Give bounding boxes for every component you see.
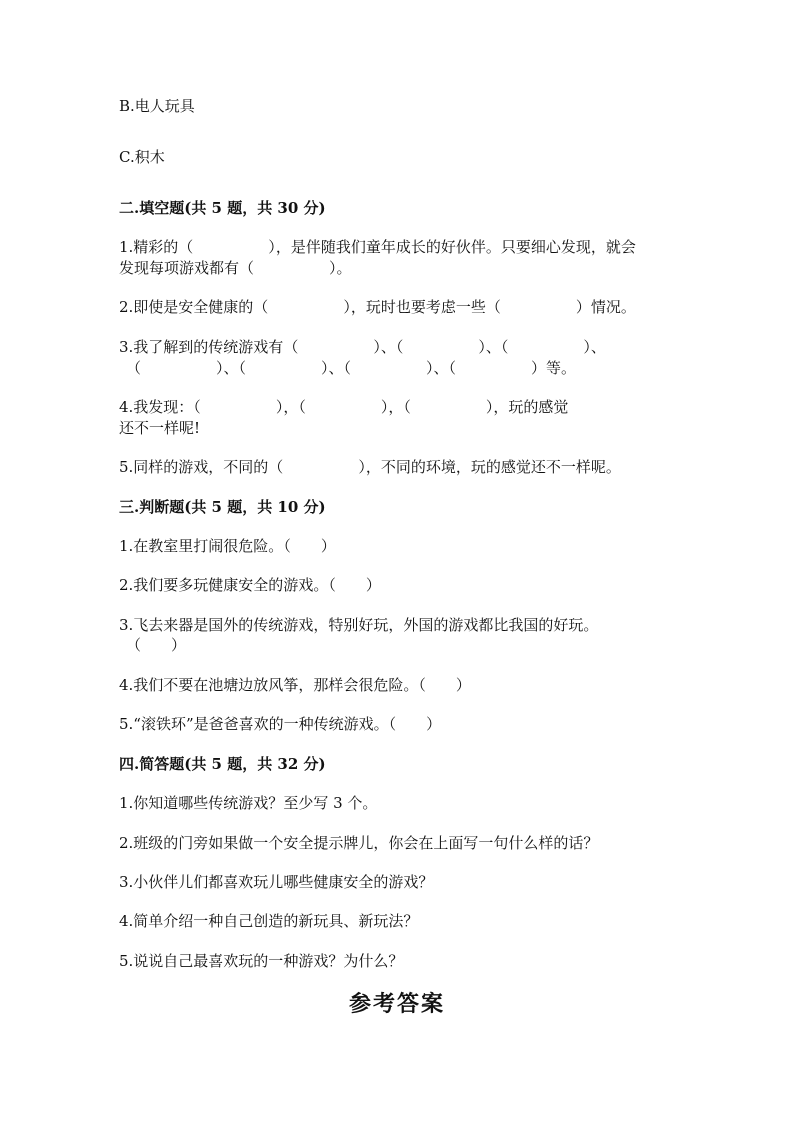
short-q1: 1.你知道哪些传统游戏？至少写 3 个。 — [119, 794, 378, 812]
judge-q5: 5.“滚铁环”是爸爸喜欢的一种传统游戏。（ ） — [119, 715, 442, 733]
judge-q2: 2.我们要多玩健康安全的游戏。（ ） — [119, 576, 381, 594]
judge-q3-line2: （ ） — [126, 636, 187, 654]
short-q4: 4.简单介绍一种自己创造的新玩具、新玩法？ — [119, 912, 419, 930]
section-3-heading: 三.判断题(共 5 题，共 10 分) — [119, 498, 326, 516]
short-q2: 2.班级的门旁如果做一个安全提示牌儿，你会在上面写一句什么样的话？ — [119, 834, 599, 852]
short-q5: 5.说说自己最喜欢玩的一种游戏？为什么？ — [119, 952, 404, 970]
section-4-heading: 四.简答题(共 5 题，共 32 分) — [119, 755, 326, 773]
answer-key-title: 参考答案 — [348, 991, 445, 1017]
judge-q1: 1.在教室里打闹很危险。（ ） — [119, 537, 336, 555]
fill-q4-line1: 4.我发现：（ ），（ ），（ ），玩的感觉 — [119, 398, 569, 416]
fill-q2: 2.即使是安全健康的（ ），玩时也要考虑一些（ ）情况。 — [119, 298, 636, 316]
fill-q3-line1: 3.我了解到的传统游戏有（ ）、（ ）、（ ）、 — [119, 338, 606, 356]
section-2-heading: 二.填空题(共 5 题，共 30 分) — [119, 199, 326, 217]
judge-q4: 4.我们不要在池塘边放风筝，那样会很危险。（ ） — [119, 676, 471, 694]
fill-q3-line2: （ ）、（ ）、（ ）、（ ）等。 — [126, 359, 577, 377]
judge-q3-line1: 3.飞去来器是国外的传统游戏，特别好玩，外国的游戏都比我国的好玩。 — [119, 616, 599, 634]
fill-q5: 5.同样的游戏，不同的（ ），不同的环境，玩的感觉还不一样呢。 — [119, 458, 621, 476]
fill-q1-line2: 发现每项游戏都有（ ）。 — [119, 259, 352, 277]
option-b: B.电人玩具 — [119, 97, 195, 115]
fill-q1-line1: 1.精彩的（ ），是伴随我们童年成长的好伙伴。只要细心发现，就会 — [119, 238, 636, 256]
option-c: C.积木 — [119, 148, 165, 166]
short-q3: 3.小伙伴儿们都喜欢玩儿哪些健康安全的游戏？ — [119, 873, 434, 891]
fill-q4-line2: 还不一样呢! — [119, 419, 201, 437]
